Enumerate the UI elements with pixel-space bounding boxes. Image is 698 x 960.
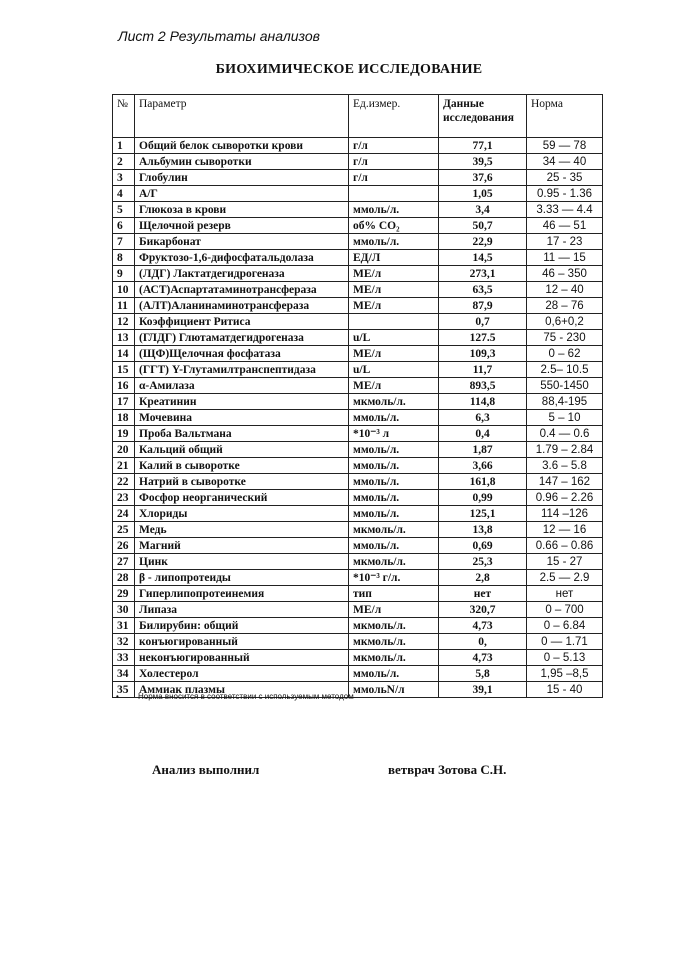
table-row: [113, 602, 603, 618]
footnote-bullet: •: [116, 692, 119, 701]
cell-norm: 3.33 — 4.4: [527, 202, 603, 218]
table-row: [113, 346, 603, 362]
cell-param: β - липопротеиды: [135, 570, 349, 586]
cell-param: Глюкоза в крови: [135, 202, 349, 218]
cell-unit: г/л: [349, 138, 439, 154]
cell-value: 39,1: [439, 682, 527, 698]
cell-norm: 0.66 – 0.86: [527, 538, 603, 554]
table-row: [113, 458, 603, 474]
cell-norm: 0.4 — 0.6: [527, 426, 603, 442]
cell-value: 114,8: [439, 394, 527, 410]
cell-unit: мкмоль/л.: [349, 650, 439, 666]
cell-norm: 0 – 700: [527, 602, 603, 618]
cell-unit: МЕ/л: [349, 282, 439, 298]
cell-param: (ЛДГ) Лактатдегидрогеназа: [135, 266, 349, 282]
table-row: [113, 266, 603, 282]
cell-unit: тип: [349, 586, 439, 602]
cell-num: 8: [113, 250, 135, 266]
cell-value: 3,66: [439, 458, 527, 474]
table-row: [113, 154, 603, 170]
cell-unit: г/л: [349, 154, 439, 170]
cell-value: 11,7: [439, 362, 527, 378]
cell-unit: ммольN/л: [349, 682, 439, 698]
cell-value: 87,9: [439, 298, 527, 314]
cell-norm: нет: [527, 586, 603, 602]
performed-by-label: Анализ выполнил: [152, 762, 260, 777]
cell-value: 4,73: [439, 650, 527, 666]
cell-param: Проба Вальтмана: [135, 426, 349, 442]
cell-num: 4: [113, 186, 135, 202]
cell-param: Медь: [135, 522, 349, 538]
cell-value: 6,3: [439, 410, 527, 426]
cell-value: 22,9: [439, 234, 527, 250]
cell-value: 2,8: [439, 570, 527, 586]
cell-unit: ммоль/л.: [349, 202, 439, 218]
cell-param: (АСТ)Аспартатаминотрансфераза: [135, 282, 349, 298]
cell-param: Глобулин: [135, 170, 349, 186]
cell-unit: мкмоль/л.: [349, 618, 439, 634]
cell-num: 26: [113, 538, 135, 554]
cell-unit: ммоль/л.: [349, 538, 439, 554]
cell-value: 5,8: [439, 666, 527, 682]
cell-norm: 550-1450: [527, 378, 603, 394]
cell-param: Фосфор неорганический: [135, 490, 349, 506]
cell-num: 23: [113, 490, 135, 506]
cell-num: 16: [113, 378, 135, 394]
cell-norm: 46 – 350: [527, 266, 603, 282]
cell-value: 127.5: [439, 330, 527, 346]
cell-unit: мкмоль/л.: [349, 634, 439, 650]
cell-param: Натрий в сыворотке: [135, 474, 349, 490]
cell-norm: 114 –126: [527, 506, 603, 522]
cell-value: 0,4: [439, 426, 527, 442]
cell-value: 0,69: [439, 538, 527, 554]
header-norm: Норма: [527, 95, 603, 138]
cell-param: Коэффициент Ритиса: [135, 314, 349, 330]
cell-unit: ммоль/л.: [349, 234, 439, 250]
cell-norm: 25 - 35: [527, 170, 603, 186]
header-unit: Ед.измер.: [349, 95, 439, 138]
sheet-title: Лист 2 Результаты анализов: [118, 28, 320, 44]
cell-unit: ммоль/л.: [349, 490, 439, 506]
cell-param: Липаза: [135, 602, 349, 618]
cell-num: 12: [113, 314, 135, 330]
cell-norm: 2.5– 10.5: [527, 362, 603, 378]
table-row: [113, 442, 603, 458]
cell-num: 13: [113, 330, 135, 346]
table-row: [113, 490, 603, 506]
cell-unit: мкмоль/л.: [349, 522, 439, 538]
cell-param: Хлориды: [135, 506, 349, 522]
cell-num: 25: [113, 522, 135, 538]
cell-norm: 88,4-195: [527, 394, 603, 410]
cell-num: 35: [113, 682, 135, 698]
cell-num: 29: [113, 586, 135, 602]
cell-param: Билирубин: общий: [135, 618, 349, 634]
footnote-text: Норма вносится в соответствии с используемым методом: [138, 692, 354, 701]
cell-param: (ГЛДГ) Глютаматдегидрогеназа: [135, 330, 349, 346]
table-row: [113, 218, 603, 234]
cell-param: Фруктозо-1,6-дифосфатальдолаза: [135, 250, 349, 266]
cell-unit: [349, 186, 439, 202]
cell-norm: 0.95 - 1.36: [527, 186, 603, 202]
cell-value: 3,4: [439, 202, 527, 218]
cell-num: 5: [113, 202, 135, 218]
cell-norm: 46 — 51: [527, 218, 603, 234]
cell-unit: МЕ/л: [349, 298, 439, 314]
cell-num: 32: [113, 634, 135, 650]
cell-norm: 15 - 40: [527, 682, 603, 698]
cell-value: 0,7: [439, 314, 527, 330]
cell-norm: 28 – 76: [527, 298, 603, 314]
table-row: [113, 634, 603, 650]
cell-param: (ЩФ)Щелочная фосфатаза: [135, 346, 349, 362]
cell-value: 63,5: [439, 282, 527, 298]
header-value: Данные исследования: [439, 95, 527, 138]
table-row: [113, 202, 603, 218]
cell-num: 28: [113, 570, 135, 586]
cell-param: (АЛТ)Аланинаминотрансфераза: [135, 298, 349, 314]
cell-unit: ммоль/л.: [349, 666, 439, 682]
header-num: №: [113, 95, 135, 138]
cell-norm: 0.96 – 2.26: [527, 490, 603, 506]
cell-value: 893,5: [439, 378, 527, 394]
cell-num: 34: [113, 666, 135, 682]
table-row: [113, 138, 603, 154]
cell-param: Кальций общий: [135, 442, 349, 458]
cell-num: 19: [113, 426, 135, 442]
cell-param: конъюгированный: [135, 634, 349, 650]
cell-unit: ЕД/Л: [349, 250, 439, 266]
cell-value: 25,3: [439, 554, 527, 570]
table-row: [113, 250, 603, 266]
cell-param: Бикарбонат: [135, 234, 349, 250]
cell-value: 0,: [439, 634, 527, 650]
cell-norm: 59 — 78: [527, 138, 603, 154]
cell-unit: мкмоль/л.: [349, 394, 439, 410]
cell-num: 21: [113, 458, 135, 474]
cell-unit: ммоль/л.: [349, 474, 439, 490]
table-row: [113, 282, 603, 298]
cell-value: нет: [439, 586, 527, 602]
cell-norm: 12 – 40: [527, 282, 603, 298]
table-row: [113, 618, 603, 634]
cell-num: 2: [113, 154, 135, 170]
cell-norm: 34 — 40: [527, 154, 603, 170]
cell-num: 1: [113, 138, 135, 154]
cell-norm: 147 – 162: [527, 474, 603, 490]
table-row: [113, 378, 603, 394]
cell-param: α-Амилаза: [135, 378, 349, 394]
cell-num: 3: [113, 170, 135, 186]
cell-param: Общий белок сыворотки крови: [135, 138, 349, 154]
cell-param: Холестерол: [135, 666, 349, 682]
cell-norm: 0,6+0,2: [527, 314, 603, 330]
cell-unit: МЕ/л: [349, 266, 439, 282]
cell-value: 77,1: [439, 138, 527, 154]
cell-value: 1,05: [439, 186, 527, 202]
table-row: [113, 570, 603, 586]
cell-param: Аммиак плазмы: [135, 682, 349, 698]
cell-num: 7: [113, 234, 135, 250]
cell-value: 50,7: [439, 218, 527, 234]
cell-norm: 0 – 5.13: [527, 650, 603, 666]
cell-unit: u/L: [349, 362, 439, 378]
table-row: [113, 474, 603, 490]
cell-param: Цинк: [135, 554, 349, 570]
cell-value: 13,8: [439, 522, 527, 538]
table-row: [113, 314, 603, 330]
cell-norm: 3.6 – 5.8: [527, 458, 603, 474]
table-row: [113, 186, 603, 202]
table-row: [113, 650, 603, 666]
cell-unit: ммоль/л.: [349, 458, 439, 474]
cell-value: 109,3: [439, 346, 527, 362]
cell-unit: ммоль/л.: [349, 410, 439, 426]
cell-param: Креатинин: [135, 394, 349, 410]
table-row: [113, 538, 603, 554]
cell-num: 11: [113, 298, 135, 314]
cell-param: Щелочной резерв: [135, 218, 349, 234]
table-row: [113, 506, 603, 522]
cell-value: 125,1: [439, 506, 527, 522]
cell-norm: 1,95 –8,5: [527, 666, 603, 682]
table-row: [113, 554, 603, 570]
table-row: [113, 234, 603, 250]
cell-num: 18: [113, 410, 135, 426]
cell-param: неконъюгированный: [135, 650, 349, 666]
results-table: [112, 94, 603, 698]
cell-num: 15: [113, 362, 135, 378]
cell-value: 273,1: [439, 266, 527, 282]
cell-num: 6: [113, 218, 135, 234]
cell-num: 22: [113, 474, 135, 490]
cell-norm: 1.79 – 2.84: [527, 442, 603, 458]
table-row: [113, 522, 603, 538]
cell-value: 161,8: [439, 474, 527, 490]
cell-unit: МЕ/л: [349, 378, 439, 394]
cell-unit: *10⁻³ г/л.: [349, 570, 439, 586]
cell-value: 14,5: [439, 250, 527, 266]
cell-num: 33: [113, 650, 135, 666]
cell-norm: 0 — 1.71: [527, 634, 603, 650]
signer-name: ветврач Зотова С.Н.: [388, 762, 507, 777]
cell-norm: 11 — 15: [527, 250, 603, 266]
cell-unit: МЕ/л: [349, 346, 439, 362]
table-body: [113, 138, 603, 698]
cell-unit: ммоль/л.: [349, 506, 439, 522]
table-header-row: [113, 95, 603, 138]
cell-num: 17: [113, 394, 135, 410]
cell-norm: 2.5 — 2.9: [527, 570, 603, 586]
cell-unit: u/L: [349, 330, 439, 346]
cell-value: 320,7: [439, 602, 527, 618]
cell-unit: МЕ/л: [349, 602, 439, 618]
cell-param: Гиперлипопротеинемия: [135, 586, 349, 602]
table-row: [113, 298, 603, 314]
cell-param: (ГГТ) Y-Глутамилтранспептидаза: [135, 362, 349, 378]
cell-param: Альбумин сыворотки: [135, 154, 349, 170]
table-row: [113, 170, 603, 186]
cell-value: 4,73: [439, 618, 527, 634]
footnote: [116, 692, 354, 701]
cell-value: 37,6: [439, 170, 527, 186]
cell-value: 0,99: [439, 490, 527, 506]
table-row: [113, 394, 603, 410]
cell-norm: 15 - 27: [527, 554, 603, 570]
table-row: [113, 426, 603, 442]
table-row: [113, 362, 603, 378]
cell-unit: ммоль/л.: [349, 442, 439, 458]
cell-num: 31: [113, 618, 135, 634]
table-row: [113, 666, 603, 682]
cell-norm: 5 – 10: [527, 410, 603, 426]
cell-unit: *10⁻³ л: [349, 426, 439, 442]
cell-norm: 0 – 6.84: [527, 618, 603, 634]
cell-unit: об% CO₂: [349, 218, 439, 234]
document-title: БИОХИМИЧЕСКОЕ ИССЛЕДОВАНИЕ: [215, 62, 483, 77]
cell-param: Калий в сыворотке: [135, 458, 349, 474]
cell-num: 10: [113, 282, 135, 298]
cell-num: 24: [113, 506, 135, 522]
cell-num: 27: [113, 554, 135, 570]
cell-value: 39,5: [439, 154, 527, 170]
header-param: Параметр: [135, 95, 349, 138]
cell-num: 14: [113, 346, 135, 362]
cell-unit: [349, 314, 439, 330]
cell-num: 30: [113, 602, 135, 618]
cell-norm: 17 - 23: [527, 234, 603, 250]
cell-param: А/Г: [135, 186, 349, 202]
cell-norm: 12 — 16: [527, 522, 603, 538]
table-row: [113, 330, 603, 346]
cell-param: Магний: [135, 538, 349, 554]
cell-unit: мкмоль/л.: [349, 554, 439, 570]
cell-norm: 75 - 230: [527, 330, 603, 346]
cell-param: Мочевина: [135, 410, 349, 426]
cell-value: 1,87: [439, 442, 527, 458]
cell-norm: 0 – 62: [527, 346, 603, 362]
table-row: [113, 586, 603, 602]
table-row: [113, 410, 603, 426]
cell-num: 20: [113, 442, 135, 458]
cell-unit: г/л: [349, 170, 439, 186]
cell-num: 9: [113, 266, 135, 282]
